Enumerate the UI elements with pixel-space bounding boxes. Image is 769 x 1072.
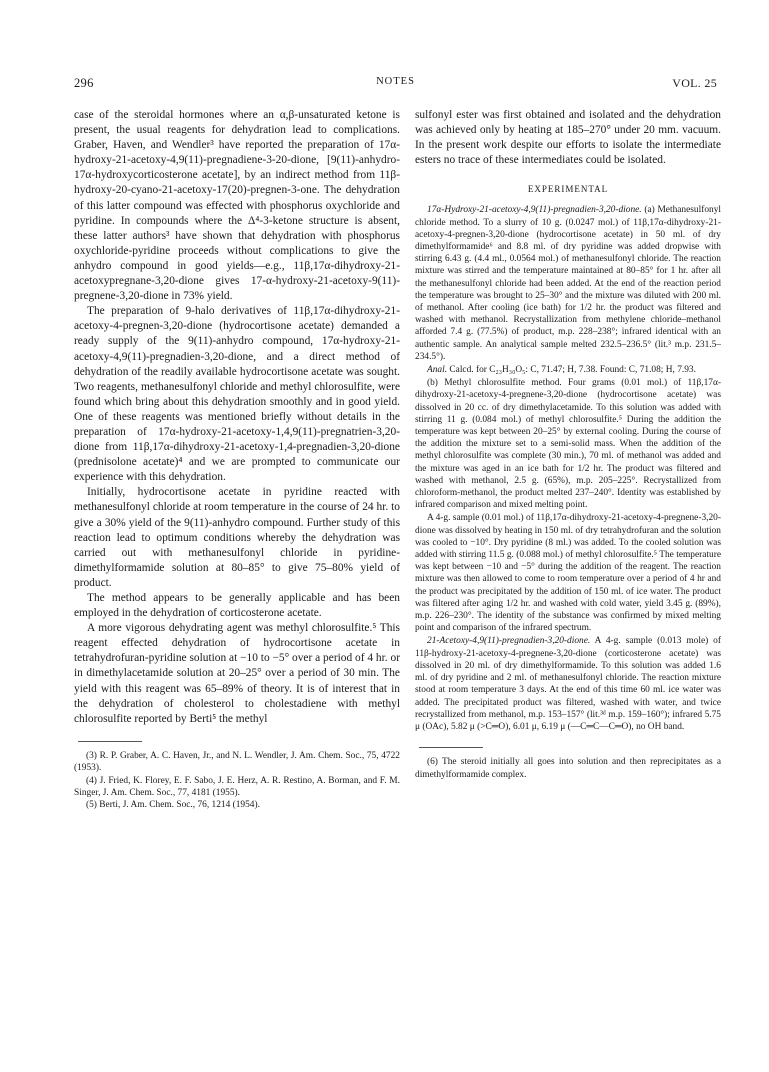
procedure-title: 21-Acetoxy-4,9(11)-pregnadien-3,20-dione. (427, 636, 591, 647)
footnote-divider (78, 741, 142, 742)
section-title: NOTES (376, 76, 415, 87)
volume-label: VOL. 25 (672, 76, 717, 90)
footnote: (3) R. P. Graber, A. C. Haven, Jr., and N. L. Wendler, J. Am. Chem. Soc., 75, 4722 (1953). (74, 750, 400, 774)
experimental-heading: EXPERIMENTAL (527, 184, 609, 195)
footnote-divider (419, 747, 483, 748)
paragraph: Initially, hydrocortisone acetate in pyridine reacted with methanesulfonyl chloride at room temperature in the course of 24 hr. to give a 30% yield of the 9(11)-anhydro compound. Further study of this reaction lead to optimum conditions whereby the dehydration was carried out with methanesulfonyl chloride in pyridine-dimethylformamide solution at 80–85° to give 75–80% yield of product. (74, 486, 400, 589)
paragraph: A more vigorous dehydrating agent was methyl chlorosulfite.⁵ This reagent effected dehydration of hydrocortisone acetate in tetrahydrofuran-pyridine solution at −10 to −5° over a period of 4 hr. or in dimethylacetamide solution at 20–25° over a period of 30 min. The yield with this reagent was 65–89% of theory. It is of interest that in the dehydration of cholesterol to cholestadiene with methyl chlorosulfite reported by Berti⁵ the methyl (74, 622, 400, 725)
experimental-paragraph (415, 512, 721, 634)
right-body (415, 108, 721, 168)
paragraph: The preparation of 9-halo derivatives of 11β,17α-dihydroxy-21-acetoxy-4-pregnen-3,20-dione (hydrocortisone acetate) demanded a ready supply of the 9(11)-anhydro compound, 17α-hydroxy-21-acetoxy-4,9(11)-pregnadien-3,20-dione, and a direct method of dehydration of the readily available hydrocortisone acetate was sought. Two reagents, methanesulfonyl chloride and methyl chlorosulfite, were found which bring about this dehydration smoothly and in good yield. One of these reagents was mentioned briefly without details in the preparation of 17α-hydroxy-21-acetoxy-1,4,9(11)-pregnatrien-3,20-dione from 11β,17α-dihydroxy-21-acetoxy-1,4-pregnadien-3,20-dione (prednisolone acetate)⁴ and we are prompted to communicate our experience with this dehydration. (74, 305, 400, 484)
paragraph: case of the steroidal hormones where an α,β-unsaturated ketone is present, the usual reagents for dehydration lead to complications. Graber, Haven, and Wendler³ have reported the preparation of 17α-hydroxy-21-acetoxy-4,9(11)-pregnadiene-3-20-dione, [9(11)-anhydro-17α-hydroxycorticosterone acetate], by an indirect method from 11β-hydroxy-20-cyano-21-acetoxy-17(20)-pregnen-3-one. The dehydration of this latter compound was effected with phosphorus oxychloride and pyridine. In compounds where the Δ⁴-3-ketone structure is absent, these latter authors³ have shown that dehydration with phosphorus oxychloride-pyridine proceeds without complications to give the anhydro compound in good yields—e.g., 11β,17α-dihydroxy-21-acetoxypregnane-3,20-dione gives 17-α-hydroxy-21-acetoxy-9(11)-pregnene-3,20-dione in 73% yield. (74, 109, 400, 303)
procedure-text: A 4-g. sample (0.01 mol.) of 11β,17α-dihydroxy-21-acetoxy-4-pregnene-3,20-dione was dissolved by heating in 150 ml. of dry tetrahydrofuran and the solution was cooled to −10°. Dry pyridine (8 ml.) was added. To the cooled solution was added with stirring 11.5 g. (0.088 mol.) of methyl chlorosulfite.⁵ The temperature was kept between −10 and −5° during the addition of the reagent. The reaction mixture was then allowed to come to room temperature over a period of 4 hr and the product was precipitated by the addition of 150 ml. of ice water. The product was filtered after aging 1/2 hr. and washed with cold water, yield 3.45 g. (89%), m.p. 226–230°. The identity of the substance was confirmed by mixed melting point and comparison of the infrared spectrum. (415, 513, 721, 634)
procedure-text: Calcd. for C₂₃H₃₀O₅: C, 71.47; H, 7.38. Found: C, 71.08; H, 7.93. (447, 365, 696, 376)
left-body (74, 108, 400, 727)
footnote: (4) J. Fried, K. Florey, E. F. Sabo, J. E. Herz, A. R. Restino, A. Borman, and F. M. Singer, J. Am. Chem. Soc., 77, 4181 (1955). (74, 775, 400, 799)
left-column (74, 108, 400, 812)
footnotes (74, 750, 400, 812)
paragraph: sulfonyl ester was first obtained and isolated and the dehydration was achieved only by heating at 185–270° under 20 mm. vacuum. In the present work despite our efforts to isolate the intermediate esters no trace of these intermediates could be isolated. (415, 109, 721, 167)
experimental-paragraph (415, 635, 721, 733)
procedure-text: (b) Methyl chlorosulfite method. Four grams (0.01 mol.) of 11β,17α-dihydroxy-21-acetoxy-4-pregnene-3,20-dione (hydrocortisone acetate) was dissolved in 20 cc. of dry dimethylacetamide. To this solution was added with stirring 11 g. (0.084 mol.) of methyl chlorosulfite.⁵ During the addition the temperature was kept between 20–25° by external cooling. During the course of the addition the mixture set to a semi-solid mass. When the addition of the methyl chlorosulfite was complete (30 min.), 70 ml. of methanol was added and the mixture was aged in an ice bath for 1/2 hr. The product was filtered and washed with methanol, 2.5 g. (65%), m.p. 205–225°. Recrystallized from chloroform-methanol, the product melted 237–240°. Identity was established by infrared comparison and mixed melting point. (415, 378, 721, 511)
footnote: (6) The steroid initially all goes into solution and then reprecipitates as a dimethylformamide complex. (415, 757, 721, 780)
procedure-title: 17α-Hydroxy-21-acetoxy-4,9(11)-pregnadien-3,20-dione. (427, 205, 642, 216)
right-column (415, 108, 721, 781)
procedure-text: (a) Methanesulfonyl chloride method. To a slurry of 10 g. (0.0247 mol.) of 11β,17α-dihydroxy-21-acetoxy-4-pregnen-3,20-dione (hydrocortisone acetate) in 50 ml. of dry dimethylformamide⁶ and 8.8 ml. of dry pyridine was added dropwise with stirring 6.43 g. (4.4 ml., 0.0564 mol.) of methanesulfonyl chloride. The reaction mixture was stirred and the temperature maintained at 80–85° for 1 hr. after all the methanesulfonyl chloride had been added. At the end of the reaction period the temperature was brought to 25–30° and the mixture was diluted with 200 ml. of methanol. After cooling (ice bath) for 1/2 hr. the product was filtered and washed with methanol. Recrystallization from methylene chloride–methanol afforded 7.4 g. (77.5%) of product, m.p. 228–238°; infrared identical with an authentic sample. An analytical sample melted 232.5–236.5° (lit.³ m.p. 231.5–234.5°). (415, 205, 721, 362)
experimental-paragraph (415, 204, 721, 363)
experimental-section (415, 204, 721, 733)
experimental-paragraph (415, 377, 721, 511)
experimental-paragraph (415, 364, 721, 376)
paragraph: The method appears to be generally applicable and has been employed in the dehydration of corticosterone acetate. (74, 592, 400, 620)
footnotes (415, 756, 721, 781)
procedure-title: Anal. (427, 365, 448, 376)
page-number: 296 (74, 76, 94, 90)
page-header (74, 76, 717, 96)
procedure-text: A 4-g. sample (0.013 mole) of 11β-hydroxy-21-acetoxy-4-pregnene-3,20-dione (corticosterone acetate) was dissolved in 20 ml. of dry dimethylformamide. To this solution was added 1.6 ml. of dry pyridine and 2 ml. of methanesulfonyl chloride. The reaction mixture stood at room temperature 3 days. At the end of this time 60 ml. ice water was added. The precipitated product was filtered, washed with water, and twice recrystallized from methanol, m.p. 153–157° (lit.³ᵈ m.p. 159–160°); infrared 5.75 μ (OAc), 5.82 μ (>C═O), 6.01 μ, 6.19 μ (—C═C—C═O), no OH band. (415, 636, 721, 732)
footnote: (5) Berti, J. Am. Chem. Soc., 76, 1214 (1954). (86, 800, 260, 811)
